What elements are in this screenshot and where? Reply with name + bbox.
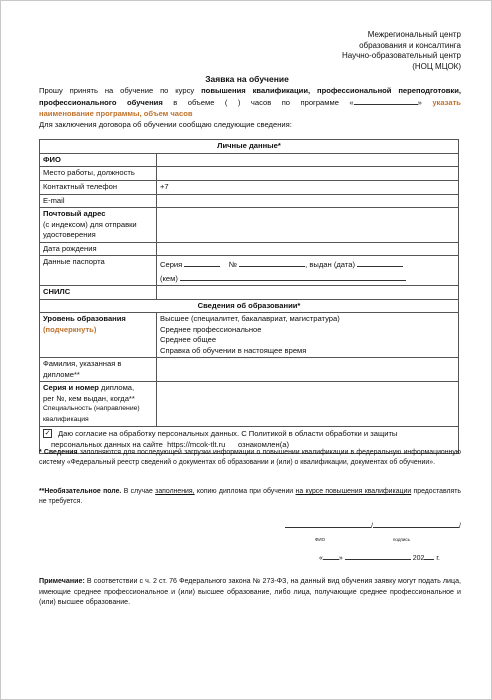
header-line-3: Научно-образовательный центр xyxy=(341,51,461,60)
education-option-secondary-general[interactable]: Среднее общее xyxy=(160,335,217,344)
intro-course-types: повышения квалификации, профессиональной переподготовки, xyxy=(201,86,461,95)
footnote-text: В соответствии с ч. 2 ст. 76 Федерального закона № 273-ФЗ, на данный вид обучения заявку могут подать лица, имеющие среднее профессиональное и (или) высшее образование, либо лица, получающие среднее профессиональное и (или) высшее образование. xyxy=(39,577,461,606)
document-title: Заявка на обучение xyxy=(205,74,289,84)
year-prefix: 202 xyxy=(412,555,425,562)
note-data-usage xyxy=(39,448,461,467)
postal-address-title: Почтовый адрес xyxy=(43,209,106,218)
diploma-surname-field[interactable] xyxy=(157,358,459,382)
phone-field[interactable]: +7 xyxy=(157,181,459,195)
passport-issued-label: , выдан (дата) xyxy=(305,260,355,269)
email-field[interactable] xyxy=(157,194,459,208)
email-label: E-mail xyxy=(40,194,157,208)
header-line-4: (НОЦ МЦОК) xyxy=(412,61,461,71)
diploma-details-field[interactable] xyxy=(157,382,459,427)
signature-line xyxy=(285,519,461,530)
month-blank[interactable] xyxy=(345,551,411,560)
phone-label: Контактный телефон xyxy=(40,181,157,195)
intro-hint-1: указать xyxy=(432,98,461,107)
signature-slash-2: / xyxy=(458,523,461,530)
diploma-surname-label xyxy=(40,358,157,382)
workplace-field[interactable] xyxy=(157,167,459,181)
specialty-line-1: Специальность (направление) xyxy=(43,405,140,412)
passport-by-label: (кем) xyxy=(160,273,178,283)
intro-hint-2: наименование программы, объем часов xyxy=(39,109,193,118)
passport-date-blank[interactable] xyxy=(357,258,403,267)
signature-slash-1: / xyxy=(371,523,373,530)
note-1-bold: * Сведения xyxy=(39,449,78,456)
note-1-text: заполняются для последующей загрузки информации о повышении квалификации в федеральную информационную систему «Федеральный реестр сведений о документах об образовании и (или) о квалификации, документах об обучении». xyxy=(39,449,461,466)
diploma-series-title: Серия и номер xyxy=(43,383,99,392)
fio-signature-blank[interactable] xyxy=(285,519,371,528)
diploma-series-rest: диплома, xyxy=(98,383,135,392)
passport-number-blank[interactable] xyxy=(239,258,305,267)
education-option-studying[interactable]: Справка об обучении в настоящее время xyxy=(160,345,307,355)
snils-label: СНИЛС xyxy=(40,286,157,300)
intro-professional-training: профессионального обучения xyxy=(39,98,163,107)
postal-address-label xyxy=(40,208,157,243)
organization-header xyxy=(342,30,461,72)
intro-text-1: Прошу принять на обучение по курсу xyxy=(39,86,195,95)
snils-field[interactable] xyxy=(157,286,459,300)
postal-address-note-1: (с индексом) для отправки xyxy=(43,219,137,229)
note-optional-field xyxy=(39,487,461,506)
date-quote-close: » xyxy=(338,555,343,562)
consent-text-1: Даю согласие на обработку персональных данных. С Политикой в области обработки и защиты xyxy=(58,429,398,438)
passport-number-label: № xyxy=(228,260,238,269)
education-level-options xyxy=(157,313,459,358)
diploma-surname-line-1: Фамилия, указанная в xyxy=(43,359,122,368)
consent-text-3: ознакомлен(а) xyxy=(237,439,290,449)
passport-series-label: Серия xyxy=(160,260,183,269)
fio-caption: ФИО xyxy=(315,537,326,542)
diploma-details-label xyxy=(40,382,157,427)
note-2-underlined-2: на курсе повышения квалификации xyxy=(295,488,412,495)
sign-caption: подпись xyxy=(393,537,411,542)
note-2-bold: **Необязательное поле. xyxy=(39,488,122,495)
postal-address-field[interactable] xyxy=(157,208,459,243)
workplace-label: Место работы, должность xyxy=(40,167,157,181)
passport-field[interactable] xyxy=(157,256,459,286)
intro-paragraph xyxy=(39,85,461,130)
intro-hours-text: в объеме ( ) часов по программе « xyxy=(173,98,354,107)
sign-blank[interactable] xyxy=(373,519,459,528)
note-2-text-a: В случае xyxy=(121,488,156,495)
fio-field[interactable] xyxy=(157,153,459,167)
intro-info-line: Для заключения договора об обучении сообщаю следующие сведения: xyxy=(39,120,292,129)
personal-data-header: Личные данные* xyxy=(40,140,459,154)
education-level-hint: (подчеркнуть) xyxy=(43,324,97,334)
consent-checkbox[interactable]: ✓ xyxy=(44,430,51,437)
diploma-reg-line: рег №, кем выдан, когда** xyxy=(43,393,135,403)
education-option-secondary-professional[interactable]: Среднее профессиональное xyxy=(160,324,262,334)
header-line-1: Межрегиональный центр xyxy=(367,30,461,39)
fio-label: ФИО xyxy=(40,153,157,167)
specialty-line-2: квалификация xyxy=(43,415,89,423)
intro-quote-close: » xyxy=(417,98,422,107)
date-quote-open: « xyxy=(319,555,323,562)
passport-label: Данные паспорта xyxy=(40,256,157,286)
day-blank[interactable] xyxy=(323,551,339,560)
birth-date-label: Дата рождения xyxy=(40,242,157,256)
program-blank[interactable] xyxy=(354,96,418,105)
application-form-table xyxy=(39,139,459,454)
footnote-bold: Примечание: xyxy=(39,577,85,585)
postal-address-note-2: удостоверения xyxy=(43,230,96,239)
passport-by-blank[interactable] xyxy=(180,272,406,281)
education-header: Сведения об образовании* xyxy=(40,299,459,313)
education-option-higher[interactable]: Высшее (специалитет, бакалавриат, магистратура) xyxy=(160,314,340,323)
footnote xyxy=(39,576,461,608)
birth-date-field[interactable] xyxy=(157,242,459,256)
header-line-2: образования и консалтинга xyxy=(359,40,461,50)
consent-text-2: персональных данных на сайте xyxy=(51,439,163,449)
education-level-title: Уровень образования xyxy=(43,314,126,323)
date-line xyxy=(319,551,440,562)
note-2-text-b: копию диплома при обучении xyxy=(194,488,296,495)
year-blank[interactable] xyxy=(424,551,434,560)
year-suffix: г. xyxy=(436,555,441,562)
passport-series-blank[interactable] xyxy=(184,258,220,267)
diploma-surname-line-2: дипломе** xyxy=(43,369,80,379)
note-2-text-c: предоставлять не требуется. xyxy=(39,488,461,505)
note-2-underlined-1: заполнения, xyxy=(155,488,195,495)
consent-site-link[interactable]: https://mcok-tlt.ru xyxy=(167,439,226,449)
education-level-label xyxy=(40,313,157,358)
